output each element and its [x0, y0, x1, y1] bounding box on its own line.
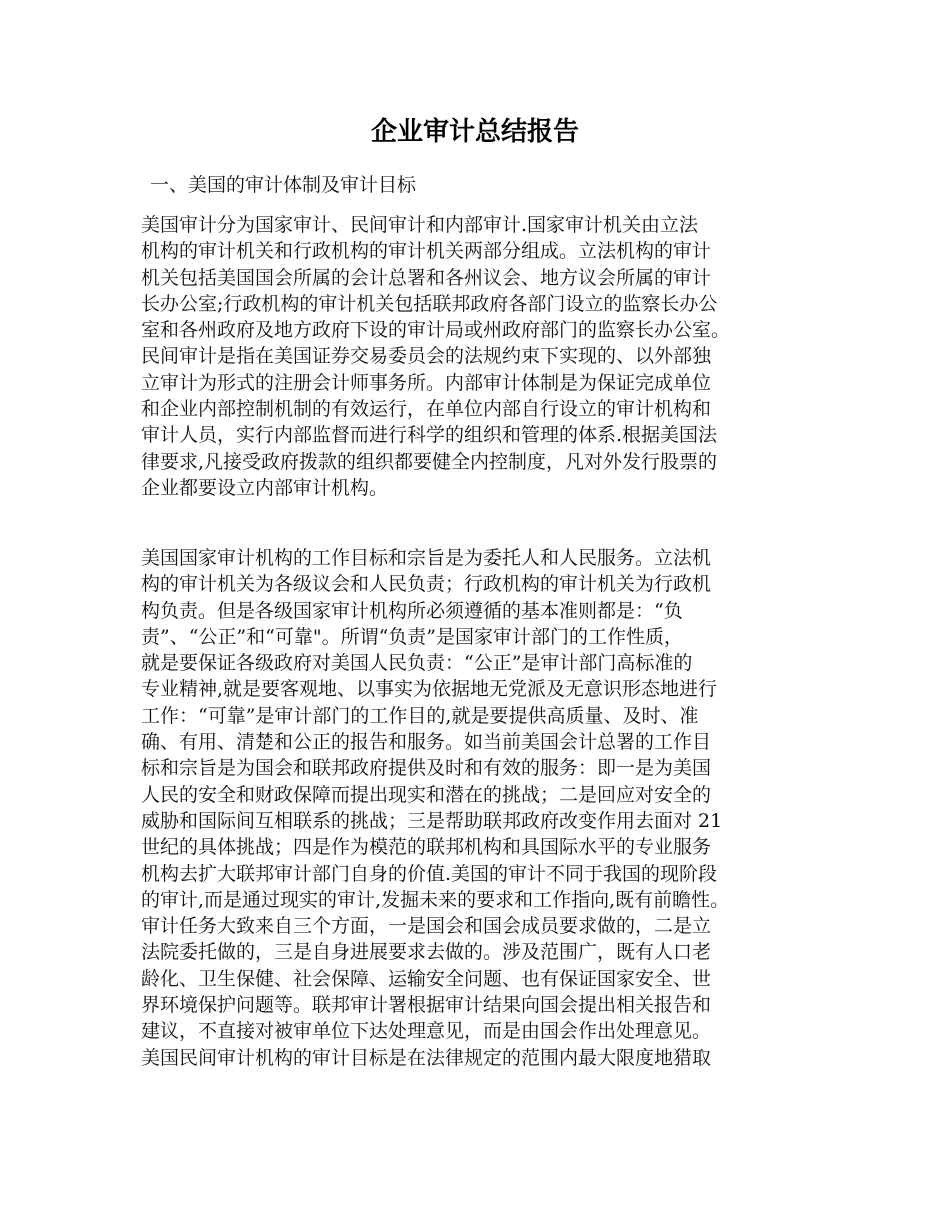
- text-line: 企业都要设立内部审计机构。: [141, 476, 389, 499]
- text-line: 室和各州政府及地方政府下设的审计局或州政府部门的监察长办公室。: [141, 319, 731, 342]
- text-line: 美国国家审计机构的工作目标和宗旨是为委托人和人民服务。立法机: [141, 547, 712, 569]
- text-line: 立审计为形式的注册会计师事务所。内部审计体制是为保证完成单位: [141, 371, 712, 394]
- paragraph-2: [141, 545, 841, 1071]
- text-line: 美国审计分为国家审计、民间审计和内部审计.国家审计机关由立法: [141, 214, 699, 236]
- text-line: 威胁和国际间互相联系的挑战；三是帮助联邦政府改变作用去面对 21: [141, 809, 723, 832]
- text-line: 构负责。但是各级国家审计机构所必须遵循的基本准则都是：“负: [141, 599, 683, 622]
- text-line: 责”、“公正”和“可靠"。所谓“负责”是国家审计部门的工作性质，: [141, 625, 684, 648]
- text-line: 建议，不直接对被审单位下达处理意见，而是由国会作出处理意见。: [141, 1020, 712, 1043]
- text-line: 律要求,凡接受政府拨款的组织都要健全内控制度，凡对外发行股票的: [141, 450, 718, 473]
- text-line: 长办公室;行政机构的审计机关包括联邦政府各部门设立的监察长办公: [141, 292, 718, 315]
- paragraph-1: [141, 212, 841, 501]
- text-line: 审计人员，实行内部监督而进行科学的组织和管理的体系.根据美国法: [141, 424, 718, 447]
- text-line: 构的审计机关为各级议会和人民负责；行政机构的审计机关为行政机: [141, 573, 712, 596]
- text-line: 标和宗旨是为国会和联邦政府提供及时和有效的服务：即一是为美国: [141, 757, 712, 780]
- text-line: 龄化、卫生保健、社会保障、运输安全问题、也有保证国家安全、世: [141, 967, 712, 990]
- text-line: 人民的安全和财政保障而提出现实和潜在的挑战；二是回应对安全的: [141, 783, 712, 806]
- text-line: 法院委托做的，三是自身进展要求去做的。涉及范围广，既有人口老: [141, 941, 712, 964]
- text-line: 机构去扩大联邦审计部门自身的价值.美国的审计不同于我国的现阶段: [141, 862, 718, 885]
- text-line: 审计任务大致来自三个方面，一是国会和国会成员要求做的，二是立: [141, 915, 712, 938]
- text-line: 专业精神,就是要客观地、以事实为依据地无党派及无意识形态地进行: [141, 678, 718, 701]
- text-line: 民间审计是指在美国证券交易委员会的法规约束下实现的、以外部独: [141, 345, 712, 368]
- text-line: 就是要保证各级政府对美国人民负责：“公正”是审计部门高标准的: [141, 652, 693, 675]
- section-heading: 一、美国的审计体制及审计目标: [150, 174, 417, 196]
- text-line: 美国民间审计机构的审计目标是在法律规定的范围内最大限度地猎取: [141, 1046, 712, 1069]
- text-line: 的审计,而是通过现实的审计,发掘未来的要求和工作指向,既有前瞻性。: [141, 888, 730, 911]
- text-line: 机构的审计机关和行政机构的审计机关两部分组成。立法机构的审计: [141, 240, 712, 263]
- text-line: 确、有用、清楚和公正的报告和服务。如当前美国会计总署的工作目: [141, 731, 712, 754]
- text-line: 和企业内部控制机制的有效运行，在单位内部自行设立的审计机构和: [141, 398, 712, 421]
- text-line: 世纪的具体挑战；四是作为模范的联邦机构和具国际水平的专业服务: [141, 836, 712, 859]
- document-title: 企业审计总结报告: [370, 117, 579, 147]
- text-line: 工作：“可靠”是审计部门的工作目的,就是要提供高质量、及时、准: [141, 704, 699, 727]
- text-line: 机关包括美国国会所属的会计总署和各州议会、地方议会所属的审计: [141, 266, 712, 289]
- text-line: 界环境保护问题等。联邦审计署根据审计结果向国会提出相关报告和: [141, 994, 712, 1017]
